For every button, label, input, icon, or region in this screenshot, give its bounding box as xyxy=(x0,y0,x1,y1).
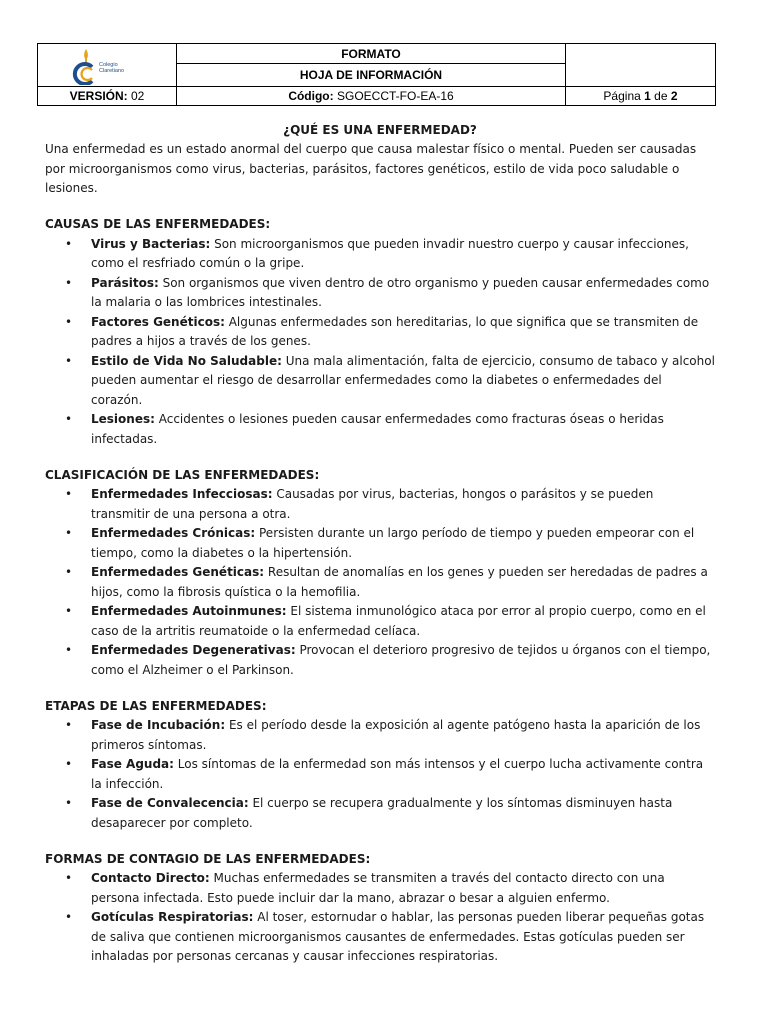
list-item xyxy=(45,716,715,755)
item-description: Son microorganismos que pueden invadir nuestro cuerpo y causar infecciones, como el resfriado común o la gripe. xyxy=(91,236,689,270)
list-item xyxy=(45,908,715,967)
item-description: Persisten durante un largo período de tiempo y pueden empeorar con el tiempo, como la diabetes o la hipertensión. xyxy=(91,526,695,560)
item-description: Al toser, estornudar o hablar, las personas pueden liberar pequeñas gotas de saliva que contienen microorganismos causantes de enfermedades. Estas gotículas pueden ser inhaladas por personas cercanas y causar infecciones respiratorias. xyxy=(91,910,705,963)
page-cell xyxy=(566,86,716,105)
item-term: Estilo de Vida No Saludable: xyxy=(91,353,282,368)
sheet-title: HOJA DE INFORMACIÓN xyxy=(177,64,566,86)
section-gap xyxy=(45,199,715,216)
item-term: Gotículas Respiratorias: xyxy=(91,910,254,924)
version-cell xyxy=(38,86,177,105)
list-item xyxy=(45,235,715,274)
item-term: Fase de Convalecencia: xyxy=(91,796,249,810)
item-description: Causadas por virus, bacterias, hongos o parásitos y se pueden transmitir de una persona a otra. xyxy=(91,487,654,521)
bullet-list xyxy=(45,485,715,680)
list-item xyxy=(45,641,715,680)
section-gap xyxy=(45,449,715,466)
item-description: El cuerpo se recupera gradualmente y los síntomas disminuyen hasta desaparecer por completo. xyxy=(91,796,673,830)
item-description: Los síntomas de la enfermedad son más intensos y el cuerpo lucha activamente contra la infección. xyxy=(91,757,704,791)
document-body xyxy=(45,121,715,967)
item-term: Fase de Incubación: xyxy=(91,718,226,732)
list-item xyxy=(45,485,715,524)
code-cell xyxy=(177,86,566,105)
code-value: SGOECCT-FO-EA-16 xyxy=(336,88,454,103)
bullet-list xyxy=(45,716,715,833)
school-logo xyxy=(72,45,142,85)
item-term: Parásitos: xyxy=(91,275,159,290)
format-label: FORMATO xyxy=(177,44,566,64)
section-gap xyxy=(45,833,715,850)
intro-paragraph: Una enfermedad es un estado anormal del cuerpo que causa malestar físico o mental. Pueden ser causadas por microorganismos como virus, bacterias, parásitos, factores genéticos, estilo de vida poco saludable o lesiones. xyxy=(45,142,697,195)
empty-cell xyxy=(566,44,716,87)
section-gap xyxy=(45,680,715,697)
item-term: Factores Genéticos: xyxy=(91,314,225,329)
list-item xyxy=(45,410,715,449)
item-term: Enfermedades Autoinmunes: xyxy=(91,604,287,618)
page-current: 1 xyxy=(644,88,651,103)
bullet-list xyxy=(45,235,715,450)
code-label: Código: xyxy=(288,88,334,103)
item-description: Algunas enfermedades son hereditarias, lo que significa que se transmiten de padres a hijos a través de los genes. xyxy=(91,314,699,348)
item-term: Fase Aguda: xyxy=(91,757,174,771)
list-item xyxy=(45,869,715,908)
list-item xyxy=(45,602,715,641)
list-item xyxy=(45,794,715,833)
list-item xyxy=(45,274,715,313)
page-sep: de xyxy=(654,88,668,103)
item-description: Muchas enfermedades se transmiten a través del contacto directo con una persona infectada. Esto puede incluir dar la mano, abrazar o besar a alguien enfermo. xyxy=(91,871,665,905)
item-term: Enfermedades Degenerativas: xyxy=(91,643,296,657)
list-item xyxy=(45,563,715,602)
item-term: Enfermedades Crónicas: xyxy=(91,526,256,540)
bullet-list xyxy=(45,869,715,967)
item-description: Una mala alimentación, falta de ejercicio, consumo de tabaco y alcohol pueden aumentar el riesgo de desarrollar enfermedades como la diabetes o enfermedades del corazón. xyxy=(91,353,715,407)
list-item xyxy=(45,524,715,563)
item-description: El sistema inmunológico ataca por error al propio cuerpo, como en el caso de la artritis reumatoide o la enfermedad celíaca. xyxy=(91,604,706,638)
list-item xyxy=(45,352,715,411)
list-item xyxy=(45,313,715,352)
item-term: Virus y Bacterias: xyxy=(91,236,211,251)
version-value: 02 xyxy=(131,88,145,103)
item-description: Provocan el deterioro progresivo de tejidos u órganos con el tiempo, como el Alzheimer o el Parkinson. xyxy=(91,643,711,677)
item-term: Enfermedades Genéticas: xyxy=(91,565,265,579)
page-total: 2 xyxy=(670,88,678,103)
logo-cell xyxy=(38,44,177,87)
version-label: VERSIÓN: xyxy=(69,88,128,103)
section-heading: FORMAS DE CONTAGIO DE LAS ENFERMEDADES: xyxy=(45,851,371,866)
page-prefix: Página xyxy=(603,88,641,103)
item-description: Accidentes o lesiones pueden causar enfermedades como fracturas óseas o heridas infectadas. xyxy=(91,412,664,446)
document-header-table xyxy=(37,43,716,106)
item-term: Contacto Directo: xyxy=(91,871,210,885)
item-description: Resultan de anomalías en los genes y pueden ser heredadas de padres a hijos, como la fibrosis quística o la hemofilia. xyxy=(91,565,708,599)
sections-container xyxy=(45,199,715,967)
item-term: Lesiones: xyxy=(91,412,155,426)
list-item xyxy=(45,755,715,794)
item-description: Son organismos que viven dentro de otro organismo y pueden causar enfermedades como la malaria o las lombrices intestinales. xyxy=(91,275,710,309)
section-heading: CLASIFICACIÓN DE LAS ENFERMEDADES: xyxy=(45,467,320,482)
item-term: Enfermedades Infecciosas: xyxy=(91,487,273,501)
document-title: ¿QUÉ ES UNA ENFERMEDAD? xyxy=(283,123,477,137)
logo-text: Colegio Claretiano xyxy=(99,61,125,74)
section-heading: CAUSAS DE LAS ENFERMEDADES: xyxy=(45,217,271,231)
section-heading: ETAPAS DE LAS ENFERMEDADES: xyxy=(45,698,267,713)
item-description: Es el período desde la exposición al agente patógeno hasta la aparición de los primeros síntomas. xyxy=(91,718,701,752)
